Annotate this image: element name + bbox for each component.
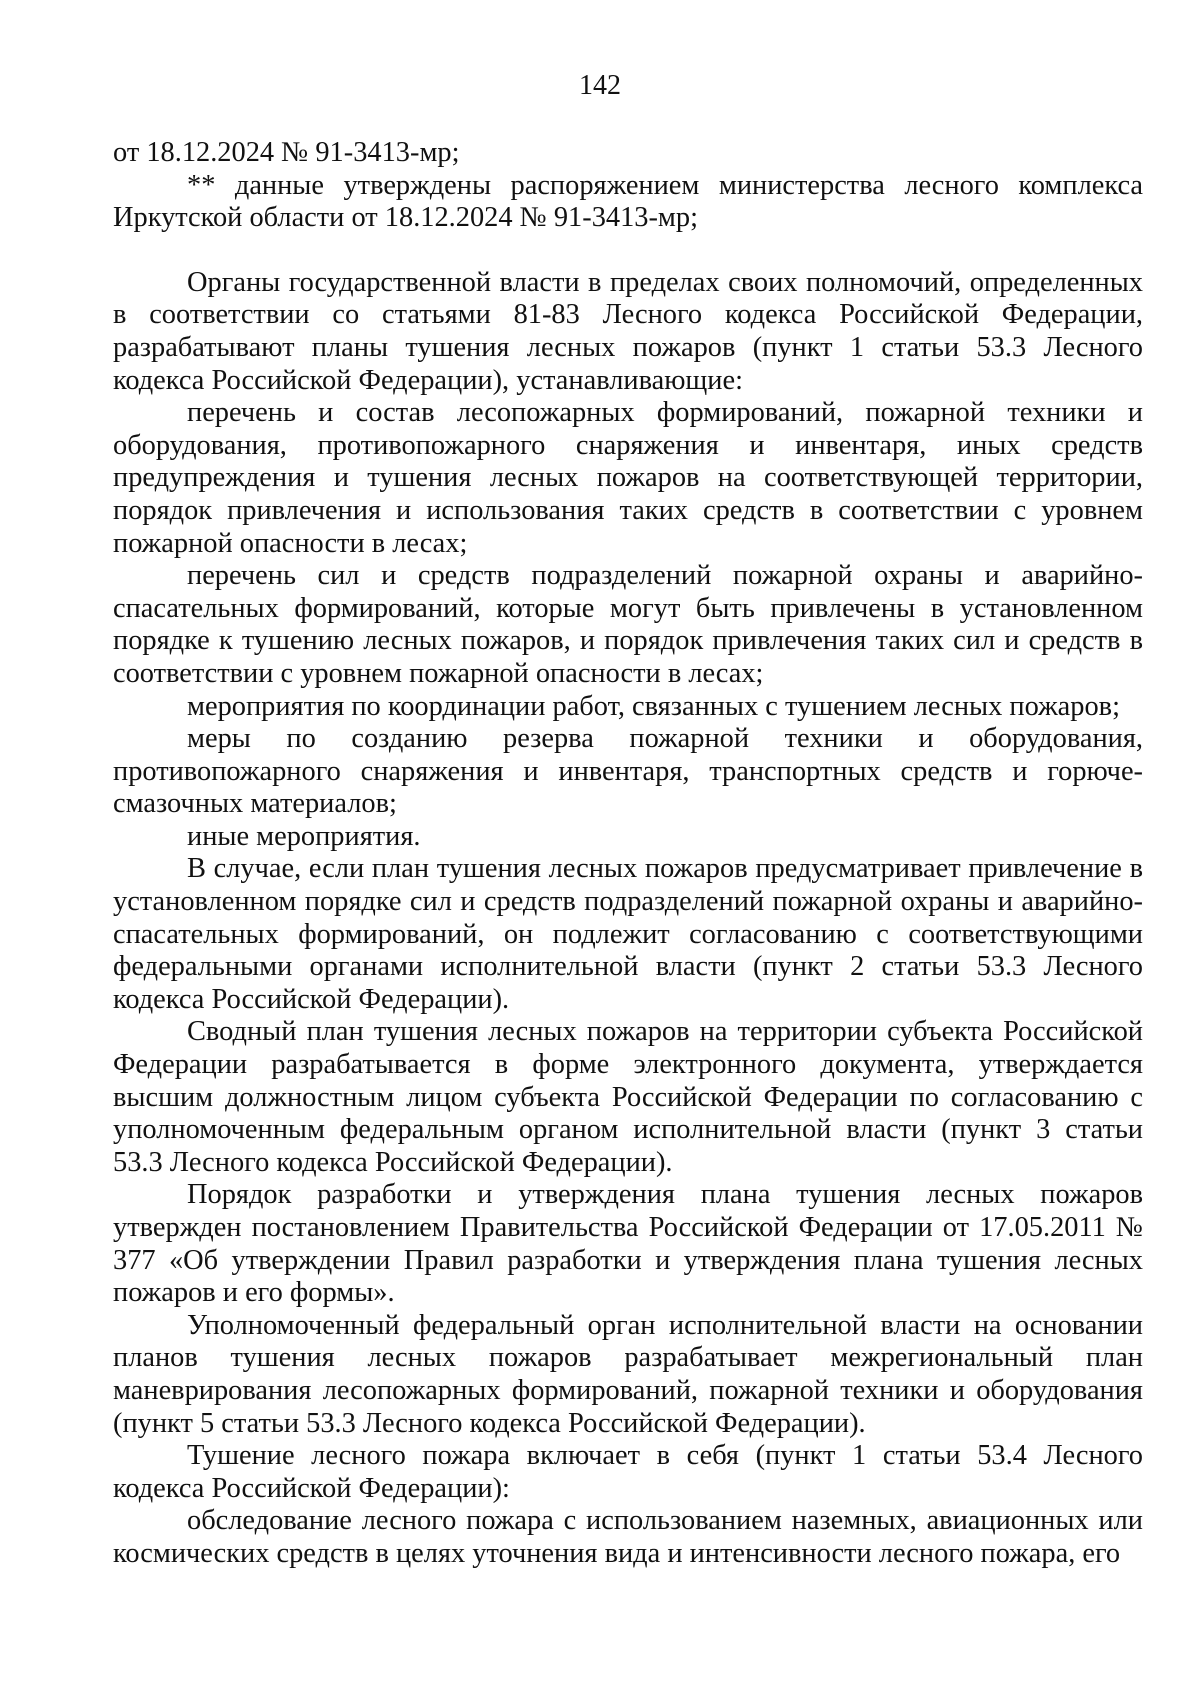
paragraph: Уполномоченный федеральный орган исполнительной власти на основании планов тушения лесных пожаров разрабатывает межрегиональный план маневрирования лесопожарных формирований, пожарной техники и оборудования (пункт 5 статьи 53.3 Лесного кодекса Российской Федерации). bbox=[113, 1309, 1143, 1439]
list-paragraph: перечень сил и средств подразделений пожарной охраны и аварийно-спасательных формирований, которые могут быть привлечены в установленном порядке к тушению лесных пожаров, и порядок привлечения таких сил и средств в соответствии с уровнем пожарной опасности в лесах; bbox=[113, 560, 1143, 689]
list-paragraph: иные мероприятия. bbox=[187, 820, 421, 852]
list-paragraph: перечень и состав лесопожарных формирований, пожарной техники и оборудования, противопожарного снаряжения и инвентаря, иных средств предупреждения и тушения лесных пожаров на соответствующей территории, порядок привлечения и использования таких средств в соответствии с уровнем пожарной опасности в лесах; bbox=[113, 397, 1143, 559]
paragraph-continuation: от 18.12.2024 № 91-3413-мр; bbox=[113, 137, 460, 168]
paragraph: Тушение лесного пожара включает в себя (пункт 1 статьи 53.4 Лесного кодекса Российской Федерации): bbox=[113, 1440, 1143, 1504]
page-number: 142 bbox=[579, 70, 621, 101]
paragraph: обследование лесного пожара с использованием наземных, авиационных или космических средств в целях уточнения вида и интенсивности лесного пожара, его bbox=[113, 1505, 1143, 1569]
paragraph: Сводный план тушения лесных пожаров на территории субъекта Российской Федерации разрабатывается в форме электронного документа, утверждается высшим должностным лицом субъекта Российской Федерации по согласованию с уполномоченным федеральным органом исполнительной власти (пункт 3 статьи 53.3 Лесного кодекса Российской Федерации). bbox=[113, 1016, 1143, 1178]
paragraph: В случае, если план тушения лесных пожаров предусматривает привлечение в установленном порядке сил и средств подразделений пожарной охраны и аварийно-спасательных формирований, он подлежит согласованию с соответствующими федеральными органами исполнительной власти (пункт 2 статьи 53.3 Лесного кодекса Российской Федерации). bbox=[113, 853, 1143, 1015]
paragraph-gap bbox=[113, 235, 1143, 267]
document-body bbox=[113, 137, 1143, 1571]
list-paragraph: мероприятия по координации работ, связанных с тушением лесных пожаров; bbox=[187, 690, 1120, 722]
paragraph: Органы государственной власти в пределах своих полномочий, определенных в соответствии со статьями 81-83 Лесного кодекса Российской Федерации, разрабатывают планы тушения лесных пожаров (пункт 1 статьи 53.3 Лесного кодекса Российской Федерации), устанавливающие: bbox=[113, 266, 1143, 396]
paragraph: Порядок разработки и утверждения плана тушения лесных пожаров утвержден постановлением Правительства Российской Федерации от 17.05.2011 № 377 «Об утверждении Правил разработки и утверждения плана тушения лесных пожаров и его формы». bbox=[113, 1179, 1143, 1309]
list-paragraph: меры по созданию резерва пожарной техники и оборудования, противопожарного снаряжения и инвентаря, транспортных средств и горюче-смазочных материалов; bbox=[113, 723, 1143, 820]
footnote-paragraph: ** данные утверждены распоряжением министерства лесного комплекса Иркутской области от 18.12.2024 № 91-3413-мр; bbox=[113, 169, 1143, 234]
